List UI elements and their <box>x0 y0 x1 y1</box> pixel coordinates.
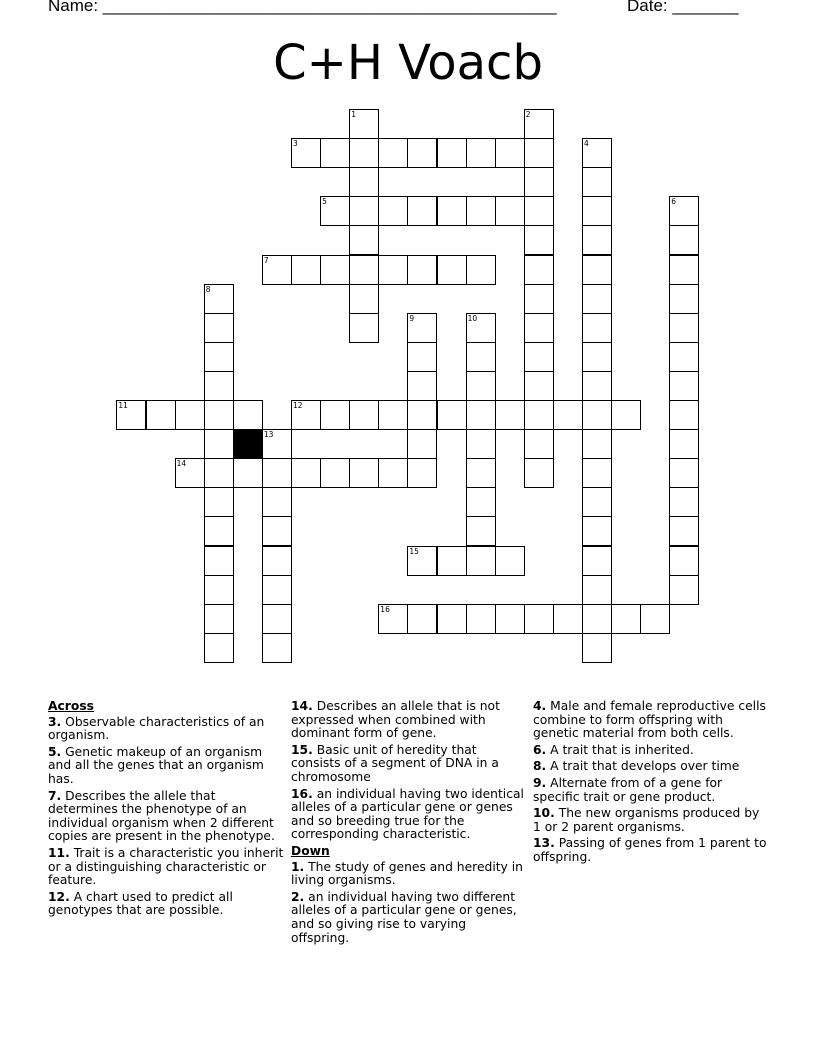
answer-cell[interactable] <box>349 225 379 255</box>
answer-cell[interactable] <box>466 400 496 430</box>
answer-cell[interactable] <box>669 400 699 430</box>
across-heading: Across <box>48 699 94 713</box>
answer-cell[interactable] <box>349 167 379 197</box>
answer-cell[interactable] <box>349 196 379 226</box>
answer-cell[interactable] <box>204 458 234 488</box>
answer-cell[interactable] <box>524 167 554 197</box>
answer-cell[interactable] <box>553 400 583 430</box>
answer-cell[interactable] <box>262 575 292 605</box>
answer-cell[interactable] <box>524 400 554 430</box>
clue-column-3 <box>533 700 769 868</box>
answer-cell[interactable] <box>437 255 467 285</box>
answer-cell[interactable] <box>466 604 496 634</box>
answer-cell[interactable] <box>582 458 612 488</box>
across-clue: 16. an individual having two identical alleles of a particular gene or genes and so breeding true for the corresponding characteristic. <box>291 786 524 842</box>
answer-cell[interactable] <box>669 575 699 605</box>
answer-cell[interactable] <box>291 255 321 285</box>
answer-cell[interactable] <box>349 255 379 285</box>
answer-cell[interactable] <box>582 546 612 576</box>
blocked-cell <box>233 429 263 459</box>
answer-cell[interactable] <box>466 487 496 517</box>
answer-cell[interactable] <box>669 371 699 401</box>
answer-cell[interactable] <box>669 429 699 459</box>
answer-cell[interactable] <box>146 400 176 430</box>
clue-column-1 <box>48 700 284 921</box>
answer-cell[interactable] <box>204 284 234 314</box>
answer-cell[interactable] <box>582 196 612 226</box>
answer-cell[interactable] <box>407 196 437 226</box>
answer-cell[interactable] <box>262 429 292 459</box>
answer-cell[interactable] <box>611 400 641 430</box>
answer-cell[interactable] <box>611 604 641 634</box>
date-field-label: Date: _______ <box>627 0 739 15</box>
answer-cell[interactable] <box>262 458 292 488</box>
cell-number: 16 <box>380 604 390 614</box>
answer-cell[interactable] <box>669 516 699 546</box>
cell-number: 12 <box>293 401 303 410</box>
answer-cell[interactable] <box>582 342 612 372</box>
answer-cell[interactable] <box>524 138 554 168</box>
across-clue: 14. Describes an allele that is not expressed when combined with dominant form of gene. <box>291 699 500 741</box>
answer-cell[interactable] <box>175 458 205 488</box>
answer-cell[interactable] <box>407 458 437 488</box>
answer-cell[interactable] <box>582 575 612 605</box>
answer-cell[interactable] <box>437 400 467 430</box>
answer-cell[interactable] <box>407 400 437 430</box>
cell-number: 14 <box>176 459 187 469</box>
across-clue: 5. Genetic makeup of an organism and all the genes that an organism has. <box>48 744 264 786</box>
cell-number: 1 <box>351 110 356 119</box>
cell-number: 10 <box>467 313 478 323</box>
answer-cell[interactable] <box>378 196 408 226</box>
answer-cell[interactable] <box>204 633 234 663</box>
down-clue: 9. Alternate from of a gene for specific trait or gene product. <box>533 775 723 804</box>
answer-cell[interactable] <box>262 516 292 546</box>
down-clue: 1. The study of genes and heredity in living organisms. <box>291 859 523 888</box>
answer-cell[interactable] <box>524 371 554 401</box>
answer-cell[interactable] <box>582 138 612 168</box>
answer-cell[interactable] <box>349 400 379 430</box>
answer-cell[interactable] <box>378 458 408 488</box>
down-clue: 10. The new organisms produced by 1 or 2 parent organisms. <box>533 806 760 834</box>
answer-cell[interactable] <box>204 604 234 634</box>
answer-cell[interactable] <box>582 604 612 634</box>
answer-cell[interactable] <box>524 313 554 343</box>
answer-cell[interactable] <box>582 487 612 517</box>
cell-number: 3 <box>293 139 298 149</box>
answer-cell[interactable] <box>349 138 379 168</box>
answer-cell[interactable] <box>349 109 379 139</box>
answer-cell[interactable] <box>233 400 263 430</box>
answer-cell[interactable] <box>407 546 437 576</box>
answer-cell[interactable] <box>407 255 437 285</box>
answer-cell[interactable] <box>669 487 699 517</box>
answer-cell[interactable] <box>378 400 408 430</box>
answer-cell[interactable] <box>524 196 554 226</box>
answer-cell[interactable] <box>262 604 292 634</box>
answer-cell[interactable] <box>524 604 554 634</box>
answer-cell[interactable] <box>320 255 350 285</box>
down-heading: Down <box>291 843 330 858</box>
answer-cell[interactable] <box>407 371 437 401</box>
down-clue: 8. A trait that develops over time <box>533 759 740 774</box>
answer-cell[interactable] <box>204 546 234 576</box>
answer-cell[interactable] <box>116 400 146 430</box>
answer-cell[interactable] <box>233 458 263 488</box>
cell-number: 11 <box>118 401 128 410</box>
answer-cell[interactable] <box>669 546 699 576</box>
answer-cell[interactable] <box>466 196 496 226</box>
answer-cell[interactable] <box>204 516 234 546</box>
answer-cell[interactable] <box>495 196 525 226</box>
answer-cell[interactable] <box>553 604 583 634</box>
answer-cell[interactable] <box>378 604 408 634</box>
name-field-label: Name: ________________________________________________ <box>48 0 557 15</box>
answer-cell[interactable] <box>524 284 554 314</box>
answer-cell[interactable] <box>582 400 612 430</box>
answer-cell[interactable] <box>524 225 554 255</box>
answer-cell[interactable] <box>495 138 525 168</box>
answer-cell[interactable] <box>466 429 496 459</box>
answer-cell[interactable] <box>320 196 350 226</box>
answer-cell[interactable] <box>320 458 350 488</box>
answer-cell[interactable] <box>669 284 699 314</box>
across-clue: 3. Observable characteristics of an organism. <box>48 714 265 743</box>
answer-cell[interactable] <box>524 458 554 488</box>
answer-cell[interactable] <box>262 487 292 517</box>
answer-cell[interactable] <box>582 255 612 285</box>
answer-cell[interactable] <box>204 400 234 430</box>
across-clue: 11. Trait is a characteristic you inherit or a distinguishing characteristic or feature. <box>48 845 284 888</box>
answer-cell[interactable] <box>466 458 496 488</box>
answer-cell[interactable] <box>640 604 670 634</box>
answer-cell[interactable] <box>291 458 321 488</box>
across-clue: 15. Basic unit of heredity that consists of a segment of DNA in a chromosome <box>291 742 499 784</box>
answer-cell[interactable] <box>349 458 379 488</box>
cell-number: 4 <box>584 139 589 149</box>
answer-cell[interactable] <box>524 429 554 459</box>
answer-cell[interactable] <box>524 342 554 372</box>
answer-cell[interactable] <box>437 546 467 576</box>
answer-cell[interactable] <box>582 429 612 459</box>
answer-cell[interactable] <box>204 487 234 517</box>
answer-cell[interactable] <box>669 458 699 488</box>
answer-cell[interactable] <box>495 400 525 430</box>
answer-cell[interactable] <box>582 633 612 663</box>
answer-cell[interactable] <box>437 138 467 168</box>
answer-cell[interactable] <box>524 109 554 139</box>
answer-cell[interactable] <box>262 546 292 576</box>
answer-cell[interactable] <box>582 225 612 255</box>
answer-cell[interactable] <box>582 371 612 401</box>
answer-cell[interactable] <box>349 284 379 314</box>
answer-cell[interactable] <box>466 371 496 401</box>
answer-cell[interactable] <box>349 313 379 343</box>
answer-cell[interactable] <box>582 284 612 314</box>
answer-cell[interactable] <box>291 138 321 168</box>
answer-cell[interactable] <box>204 429 234 459</box>
answer-cell[interactable] <box>466 255 496 285</box>
cell-number: 7 <box>263 255 269 265</box>
puzzle-title: C+H Voacb <box>273 35 543 91</box>
answer-cell[interactable] <box>466 516 496 546</box>
answer-cell[interactable] <box>582 167 612 197</box>
answer-cell[interactable] <box>495 604 525 634</box>
clue-column-2 <box>291 700 527 948</box>
cell-number: 5 <box>322 197 327 207</box>
cell-number: 6 <box>671 197 677 207</box>
answer-cell[interactable] <box>320 400 350 430</box>
answer-cell[interactable] <box>669 342 699 372</box>
down-clue: 4. Male and female reproductive cells combine to form offspring with genetic material from both cells. <box>533 699 766 741</box>
answer-cell[interactable] <box>407 313 437 343</box>
answer-cell[interactable] <box>204 342 234 372</box>
answer-cell[interactable] <box>524 255 554 285</box>
answer-cell[interactable] <box>262 255 292 285</box>
answer-cell[interactable] <box>582 313 612 343</box>
answer-cell[interactable] <box>407 429 437 459</box>
cell-number: 15 <box>409 546 419 556</box>
answer-cell[interactable] <box>669 255 699 285</box>
down-clue: 6. A trait that is inherited. <box>533 742 694 757</box>
cell-number: 13 <box>263 430 274 440</box>
down-clue: 13. Passing of genes from 1 parent to offspring. <box>533 836 767 864</box>
answer-cell[interactable] <box>495 546 525 576</box>
answer-cell[interactable] <box>291 400 321 430</box>
answer-cell[interactable] <box>407 604 437 634</box>
answer-cell[interactable] <box>669 225 699 255</box>
answer-cell[interactable] <box>466 546 496 576</box>
across-clue: 12. A chart used to predict all genotypes that are possible. <box>48 889 233 918</box>
answer-cell[interactable] <box>437 604 467 634</box>
answer-cell[interactable] <box>378 255 408 285</box>
answer-cell[interactable] <box>378 138 408 168</box>
across-clue: 7. Describes the allele that determines the phenotype of an individual organism when 2 different copies are present in the phenotype. <box>48 788 275 844</box>
answer-cell[interactable] <box>175 400 205 430</box>
answer-cell[interactable] <box>669 313 699 343</box>
answer-cell[interactable] <box>262 633 292 663</box>
answer-cell[interactable] <box>407 342 437 372</box>
cell-number: 9 <box>409 313 415 323</box>
answer-cell[interactable] <box>466 138 496 168</box>
cell-number: 2 <box>525 110 531 119</box>
answer-cell[interactable] <box>407 138 437 168</box>
answer-cell[interactable] <box>320 138 350 168</box>
answer-cell[interactable] <box>466 342 496 372</box>
cell-number: 8 <box>205 284 211 294</box>
answer-cell[interactable] <box>437 196 467 226</box>
answer-cell[interactable] <box>669 196 699 226</box>
answer-cell[interactable] <box>204 313 234 343</box>
answer-cell[interactable] <box>582 516 612 546</box>
down-clue: 2. an individual having two different alleles of a particular gene or genes, and so giving rise to varying offspring. <box>291 889 517 945</box>
answer-cell[interactable] <box>204 575 234 605</box>
answer-cell[interactable] <box>204 371 234 401</box>
answer-cell[interactable] <box>466 313 496 343</box>
